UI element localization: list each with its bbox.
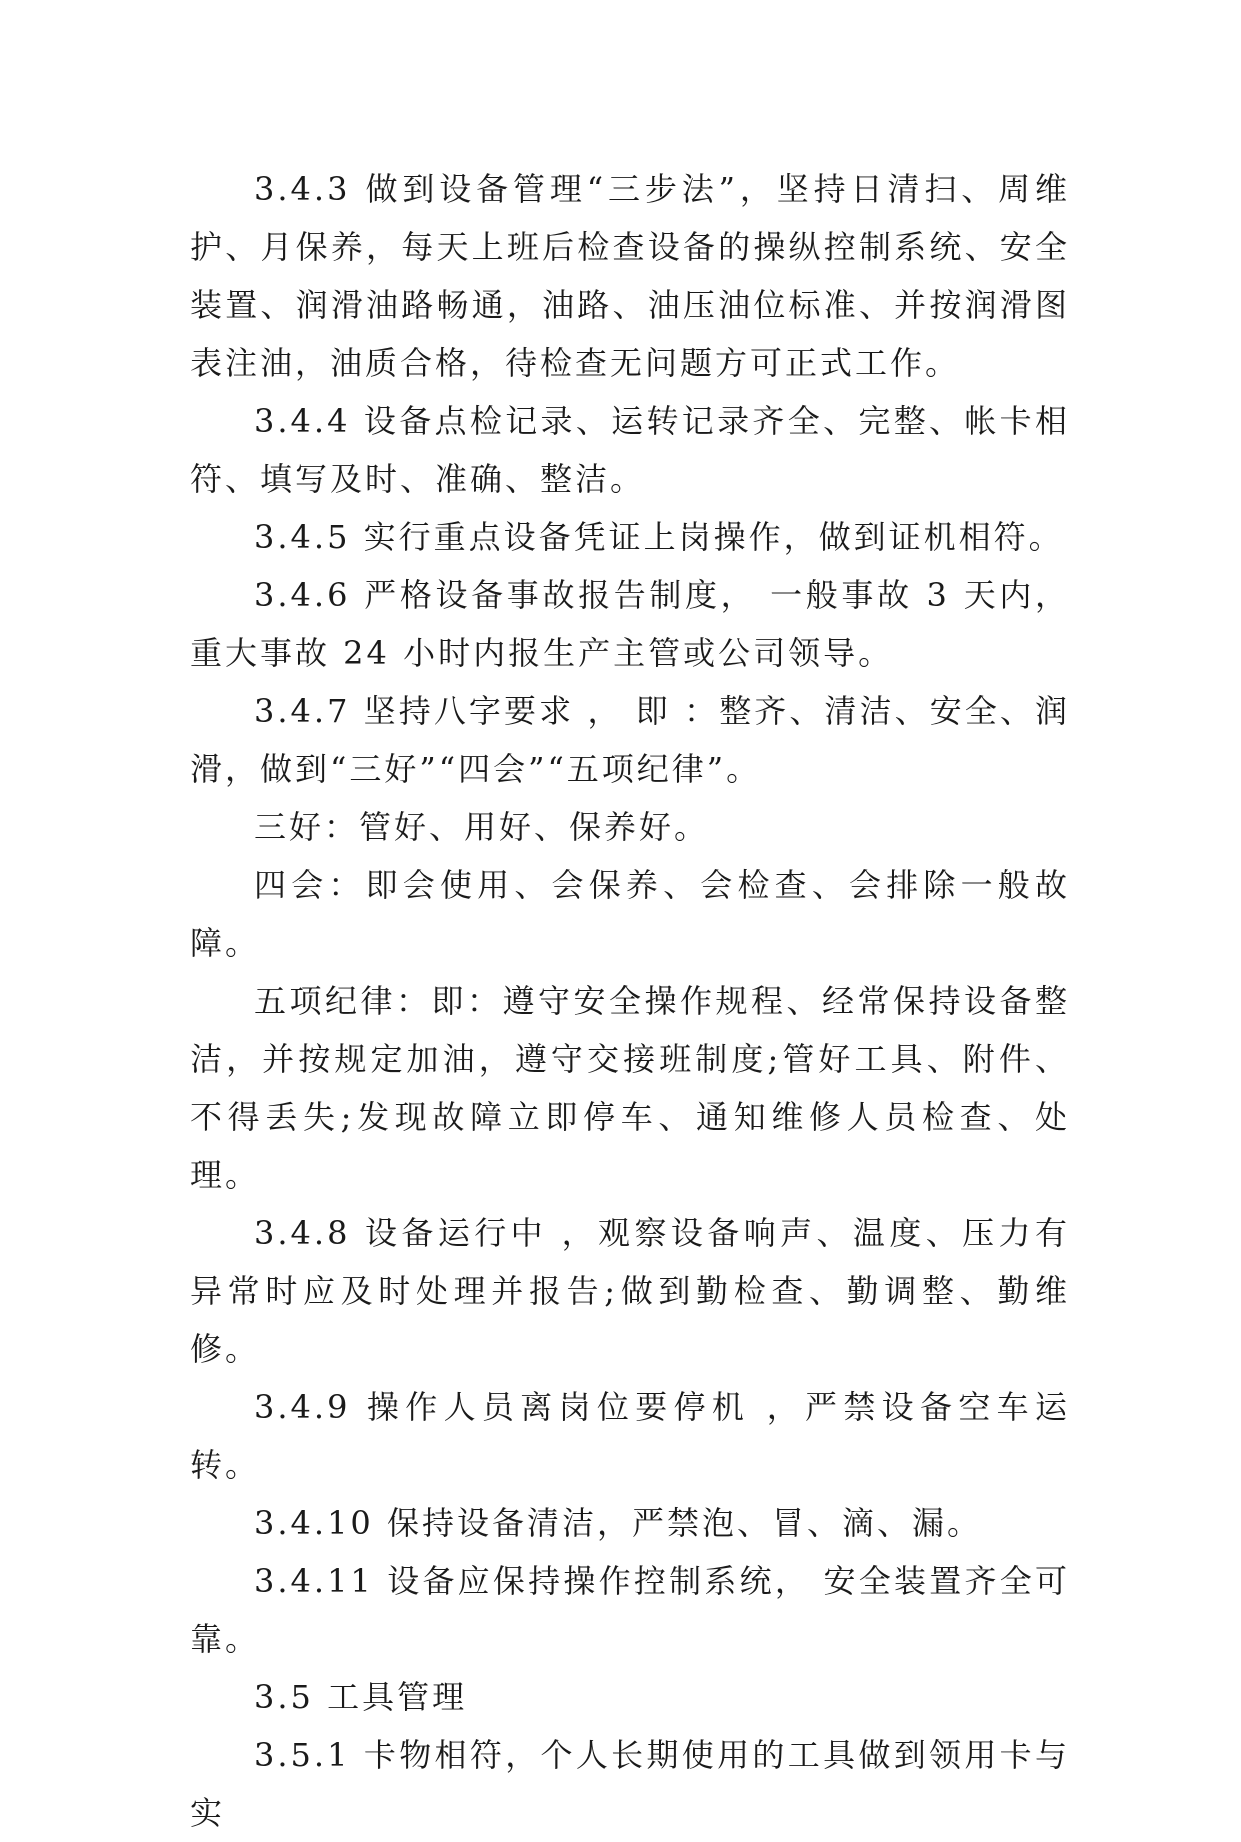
paragraph-3-4-11: 3.4.11 设备应保持操作控制系统， 安全装置齐全可靠。 [190,1562,1070,1658]
paragraph-five-disciplines: 五项纪律：即：遵守安全操作规程、经常保持设备整洁，并按规定加油，遵守交接班制度;管好工具、附件、不得丢失;发现故障立即停车、通知维修人员检查、处理。 [190,982,1070,1194]
paragraph-3-4-8: 3.4.8 设备运行中 ，观察设备响声、温度、压力有异常时应及时处理并报告;做到勤检查、勤调整、勤维修。 [190,1214,1070,1368]
paragraph-3-4-7: 3.4.7 坚持八字要求 ， 即 ：整齐、清洁、安全、润滑，做到“三好”“四会”“五项纪律”。 [190,692,1070,788]
document-body [190,160,1070,1842]
paragraph-three-goods: 三好：管好、用好、保养好。 [254,808,710,846]
paragraph-3-4-4: 3.4.4 设备点检记录、运转记录齐全、完整、帐卡相符、填写及时、准确、整洁。 [190,402,1070,498]
paragraph-four-skills: 四会：即会使用、会保养、会检查、会排除一般故障。 [190,866,1070,962]
paragraph-3-4-5: 3.4.5 实行重点设备凭证上岗操作，做到证机相符。 [254,518,1064,556]
paragraph-3-4-3: 3.4.3 做到设备管理“三步法”，坚持日清扫、周维护、月保养，每天上班后检查设备的操纵控制系统、安全装置、润滑油路畅通，油路、油压油位标准、并按润滑图表注油，油质合格，待检查无问题方可正式工作。 [190,170,1070,382]
paragraph-3-5-1: 3.5.1 卡物相符，个人长期使用的工具做到领用卡与实 [190,1736,1070,1832]
section-heading-3-5: 3.5 工具管理 [254,1678,468,1716]
paragraph-3-4-10: 3.4.10 保持设备清洁，严禁泡、冒、滴、漏。 [254,1504,982,1542]
paragraph-3-4-9: 3.4.9 操作人员离岗位要停机 ，严禁设备空车运转。 [190,1388,1070,1484]
paragraph-3-4-6: 3.4.6 严格设备事故报告制度， 一般事故 3 天内，重大事故 24 小时内报生产主管或公司领导。 [190,576,1070,672]
